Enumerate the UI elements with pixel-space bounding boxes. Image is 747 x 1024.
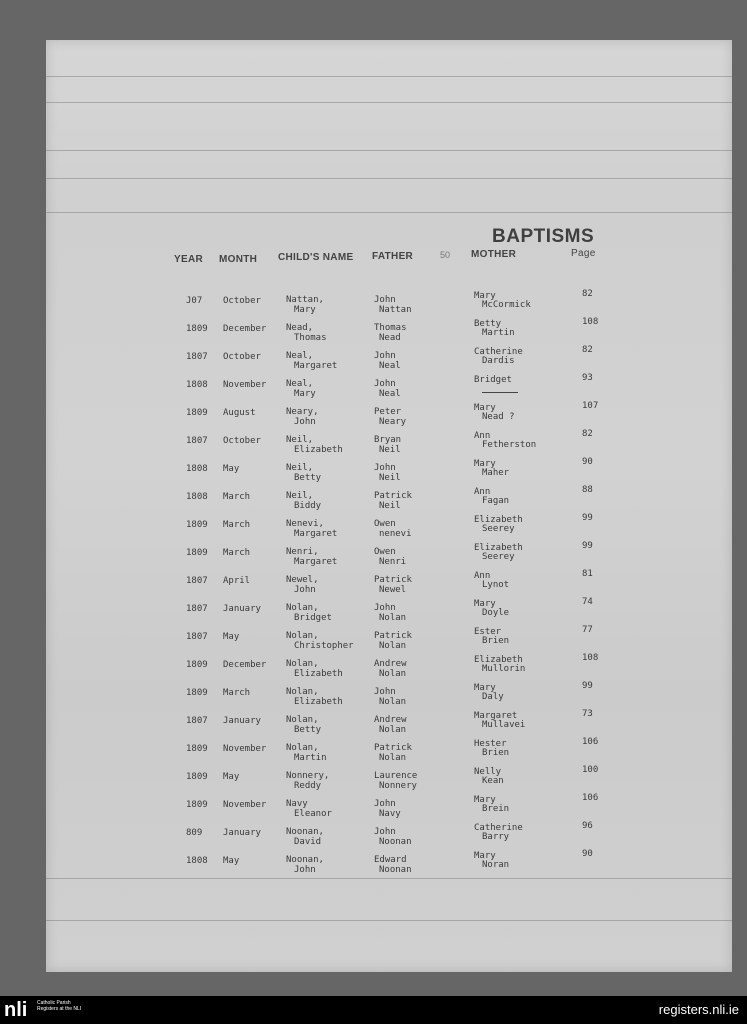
cell-child2: Eleanor [294, 809, 332, 819]
cell-father1: John [374, 799, 396, 809]
cell-father2: Nolan [379, 669, 407, 679]
cell-father1: John [374, 463, 396, 473]
table-row [46, 289, 732, 324]
scan-line [46, 150, 732, 151]
cell-child2: Elizabeth [294, 445, 343, 455]
cell-child2: Thomas [294, 333, 327, 343]
cell-father2: Nead [379, 333, 401, 343]
cell-year: 1807 [186, 576, 208, 586]
cell-child2: David [294, 837, 322, 847]
table-row [46, 373, 732, 408]
cell-child1: Neal, [286, 351, 314, 361]
cell-page: 73 [582, 709, 593, 719]
table-row [46, 317, 732, 352]
cell-child2: Biddy [294, 501, 322, 511]
cell-page: 106 [582, 793, 599, 803]
logo-caption: Catholic Parish Registers at the NLI [37, 1000, 82, 1012]
table-row [46, 597, 732, 632]
cell-mother1: Mary [474, 291, 496, 301]
cell-child2: Margaret [294, 557, 338, 567]
cell-child1: Noonan, [286, 855, 324, 865]
cell-page: 108 [582, 317, 599, 327]
cell-month: March [223, 492, 251, 502]
cell-father1: Bryan [374, 435, 402, 445]
cell-year: J07 [186, 296, 203, 306]
cell-page: 106 [582, 737, 599, 747]
cell-mother1: Mary [474, 403, 496, 413]
cell-year: 1809 [186, 800, 208, 810]
cell-mother1: Hester [474, 739, 507, 749]
cell-father1: John [374, 603, 396, 613]
cell-child1: Navy [286, 799, 308, 809]
cell-father1: Owen [374, 547, 396, 557]
cell-child1: Nenri, [286, 547, 319, 557]
cell-mother1: Mary [474, 683, 496, 693]
cell-year: 809 [186, 828, 203, 838]
cell-father2: Neil [379, 473, 401, 483]
cell-child1: Nolan, [286, 631, 319, 641]
cell-child1: Nonnery, [286, 771, 330, 781]
cell-month: December [223, 660, 267, 670]
page-title: BAPTISMS [492, 226, 595, 247]
cell-father2: Neal [379, 361, 401, 371]
cell-child1: Noonan, [286, 827, 324, 837]
cell-father2: Navy [379, 809, 401, 819]
cell-father2: Nolan [379, 697, 407, 707]
cell-father2: Nolan [379, 641, 407, 651]
cell-month: November [223, 800, 267, 810]
cell-child2: Martin [294, 753, 327, 763]
cell-child1: Nolan, [286, 743, 319, 753]
cell-mother1: Ester [474, 627, 502, 637]
cell-child2: Mary [294, 389, 316, 399]
cell-child2: Christopher [294, 641, 354, 651]
cell-mother1: Elizabeth [474, 655, 523, 665]
cell-child1: Nead, [286, 323, 314, 333]
cell-mother1: Mary [474, 599, 496, 609]
cell-page: 100 [582, 765, 599, 775]
cell-month: March [223, 688, 251, 698]
cell-father2: Nenri [379, 557, 407, 567]
cell-month: October [223, 436, 261, 446]
cell-child2: Margaret [294, 361, 338, 371]
cell-mother2: Mullavei [482, 720, 526, 730]
cell-page: 108 [582, 653, 599, 663]
blank-entry-line [482, 392, 518, 393]
cell-mother2: Mullorin [482, 664, 526, 674]
cell-month: November [223, 744, 267, 754]
cell-father1: John [374, 379, 396, 389]
cell-mother1: Mary [474, 851, 496, 861]
cell-mother2: Brien [482, 636, 510, 646]
cell-year: 1809 [186, 408, 208, 418]
table-row [46, 485, 732, 520]
cell-mother2: Seerey [482, 524, 515, 534]
cell-child2: Reddy [294, 781, 322, 791]
cell-month: May [223, 856, 240, 866]
cell-father2: Newel [379, 585, 407, 595]
cell-father2: Neil [379, 445, 401, 455]
cell-child2: Bridget [294, 613, 332, 623]
cell-mother1: Elizabeth [474, 515, 523, 525]
scan-line [46, 920, 732, 921]
cell-child2: Betty [294, 473, 322, 483]
cell-mother2: Doyle [482, 608, 510, 618]
cell-month: May [223, 772, 240, 782]
cell-mother2: Seerey [482, 552, 515, 562]
cell-child2: Elizabeth [294, 697, 343, 707]
cell-year: 1809 [186, 324, 208, 334]
cell-mother2: Lynot [482, 580, 510, 590]
scan-line [46, 212, 732, 213]
cell-child2: John [294, 417, 316, 427]
cell-year: 1809 [186, 744, 208, 754]
table-row [46, 849, 732, 884]
cell-year: 1807 [186, 604, 208, 614]
cell-child1: Neil, [286, 491, 314, 501]
cell-page: 107 [582, 401, 599, 411]
cell-month: October [223, 296, 261, 306]
cell-mother2: McCormick [482, 300, 531, 310]
cell-year: 1807 [186, 436, 208, 446]
cell-mother1: Catherine [474, 823, 523, 833]
cell-child1: Neal, [286, 379, 314, 389]
cell-father1: Andrew [374, 659, 407, 669]
page-mark: 50 [440, 250, 451, 260]
cell-father1: Edward [374, 855, 407, 865]
table-row [46, 345, 732, 380]
cell-mother2: Kean [482, 776, 504, 786]
cell-mother1: Bridget [474, 375, 512, 385]
cell-father1: Andrew [374, 715, 407, 725]
scan-line [46, 102, 732, 103]
cell-mother2: Martin [482, 328, 515, 338]
cell-mother1: Betty [474, 319, 502, 329]
cell-mother2: Brein [482, 804, 510, 814]
column-header-child: CHILD'S NAME [278, 252, 354, 263]
column-header-month: MONTH [219, 254, 258, 265]
cell-month: April [223, 576, 251, 586]
cell-page: 74 [582, 597, 593, 607]
cell-month: November [223, 380, 267, 390]
cell-month: March [223, 520, 251, 530]
cell-father1: John [374, 351, 396, 361]
table-row [46, 765, 732, 800]
cell-year: 1808 [186, 856, 208, 866]
column-header-year: YEAR [174, 254, 203, 265]
cell-father2: Nattan [379, 305, 412, 315]
cell-mother2: Fagan [482, 496, 510, 506]
cell-month: January [223, 716, 261, 726]
cell-child2: John [294, 865, 316, 875]
table-row [46, 569, 732, 604]
cell-child1: Neary, [286, 407, 319, 417]
cell-child1: Nolan, [286, 659, 319, 669]
register-page [46, 40, 732, 972]
table-row [46, 737, 732, 772]
cell-child2: Elizabeth [294, 669, 343, 679]
cell-page: 90 [582, 849, 593, 859]
cell-month: May [223, 632, 240, 642]
cell-father2: nenevi [379, 529, 412, 539]
cell-father2: Nonnery [379, 781, 417, 791]
table-row [46, 653, 732, 688]
cell-father1: Patrick [374, 491, 412, 501]
cell-year: 1809 [186, 772, 208, 782]
cell-father1: Patrick [374, 743, 412, 753]
cell-page: 81 [582, 569, 593, 579]
cell-mother1: Catherine [474, 347, 523, 357]
footer-url[interactable]: registers.nli.ie [658, 1002, 739, 1017]
cell-year: 1809 [186, 688, 208, 698]
cell-mother1: Nelly [474, 767, 502, 777]
cell-page: 96 [582, 821, 593, 831]
cell-father2: Nolan [379, 753, 407, 763]
table-row [46, 401, 732, 436]
cell-child1: Nattan, [286, 295, 324, 305]
column-header-page: Page [571, 248, 596, 259]
cell-child2: Betty [294, 725, 322, 735]
cell-child1: Neil, [286, 463, 314, 473]
cell-year: 1807 [186, 716, 208, 726]
cell-mother2: Nead ? [482, 412, 515, 422]
cell-year: 1809 [186, 520, 208, 530]
cell-month: January [223, 828, 261, 838]
cell-father2: Noonan [379, 865, 412, 875]
cell-year: 1808 [186, 492, 208, 502]
cell-month: October [223, 352, 261, 362]
cell-year: 1808 [186, 464, 208, 474]
cell-child1: Nenevi, [286, 519, 324, 529]
cell-page: 82 [582, 345, 593, 355]
cell-mother2: Noran [482, 860, 510, 870]
cell-father1: John [374, 295, 396, 305]
cell-mother2: Fetherston [482, 440, 537, 450]
cell-year: 1808 [186, 380, 208, 390]
cell-mother1: Ann [474, 487, 491, 497]
table-row [46, 821, 732, 856]
cell-child1: Newel, [286, 575, 319, 585]
cell-father1: Patrick [374, 631, 412, 641]
cell-month: May [223, 464, 240, 474]
column-header-mother: MOTHER [471, 249, 517, 260]
cell-page: 93 [582, 373, 593, 383]
cell-mother2: Barry [482, 832, 510, 842]
cell-mother2: Brien [482, 748, 510, 758]
scan-line [46, 76, 732, 77]
cell-month: December [223, 324, 267, 334]
cell-child1: Neil, [286, 435, 314, 445]
table-row [46, 457, 732, 492]
cell-father1: Patrick [374, 575, 412, 585]
cell-year: 1807 [186, 352, 208, 362]
cell-father1: Thomas [374, 323, 407, 333]
table-row [46, 793, 732, 828]
cell-year: 1807 [186, 632, 208, 642]
cell-father1: Peter [374, 407, 402, 417]
cell-father2: Neil [379, 501, 401, 511]
cell-child1: Nolan, [286, 687, 319, 697]
cell-page: 77 [582, 625, 593, 635]
cell-year: 1809 [186, 548, 208, 558]
cell-father2: Noonan [379, 837, 412, 847]
cell-father2: Nolan [379, 725, 407, 735]
cell-mother2: Daly [482, 692, 504, 702]
cell-page: 82 [582, 429, 593, 439]
cell-month: August [223, 408, 256, 418]
cell-father1: Owen [374, 519, 396, 529]
cell-mother1: Ann [474, 571, 491, 581]
column-header-father: FATHER [372, 251, 414, 262]
table-row [46, 709, 732, 744]
cell-year: 1809 [186, 660, 208, 670]
table-row [46, 429, 732, 464]
cell-father2: Nolan [379, 613, 407, 623]
cell-child2: John [294, 585, 316, 595]
cell-mother1: Ann [474, 431, 491, 441]
cell-mother1: Mary [474, 459, 496, 469]
cell-page: 82 [582, 289, 593, 299]
table-row [46, 513, 732, 548]
table-row [46, 625, 732, 660]
cell-page: 99 [582, 681, 593, 691]
nli-logo: nli [4, 999, 28, 1021]
table-row [46, 541, 732, 576]
cell-father2: Neal [379, 389, 401, 399]
scan-line [46, 178, 732, 179]
cell-mother2: Dardis [482, 356, 515, 366]
cell-father1: John [374, 827, 396, 837]
cell-page: 88 [582, 485, 593, 495]
cell-child1: Nolan, [286, 603, 319, 613]
cell-page: 99 [582, 541, 593, 551]
footer-bar [0, 996, 747, 1024]
cell-mother1: Mary [474, 795, 496, 805]
cell-child2: Margaret [294, 529, 338, 539]
cell-mother1: Elizabeth [474, 543, 523, 553]
cell-child1: Nolan, [286, 715, 319, 725]
cell-page: 99 [582, 513, 593, 523]
cell-month: January [223, 604, 261, 614]
cell-month: March [223, 548, 251, 558]
cell-father1: John [374, 687, 396, 697]
cell-page: 90 [582, 457, 593, 467]
cell-mother1: Margaret [474, 711, 518, 721]
cell-father2: Neary [379, 417, 407, 427]
cell-father1: Laurence [374, 771, 418, 781]
cell-mother2: Maher [482, 468, 510, 478]
table-row [46, 681, 732, 716]
cell-child2: Mary [294, 305, 316, 315]
